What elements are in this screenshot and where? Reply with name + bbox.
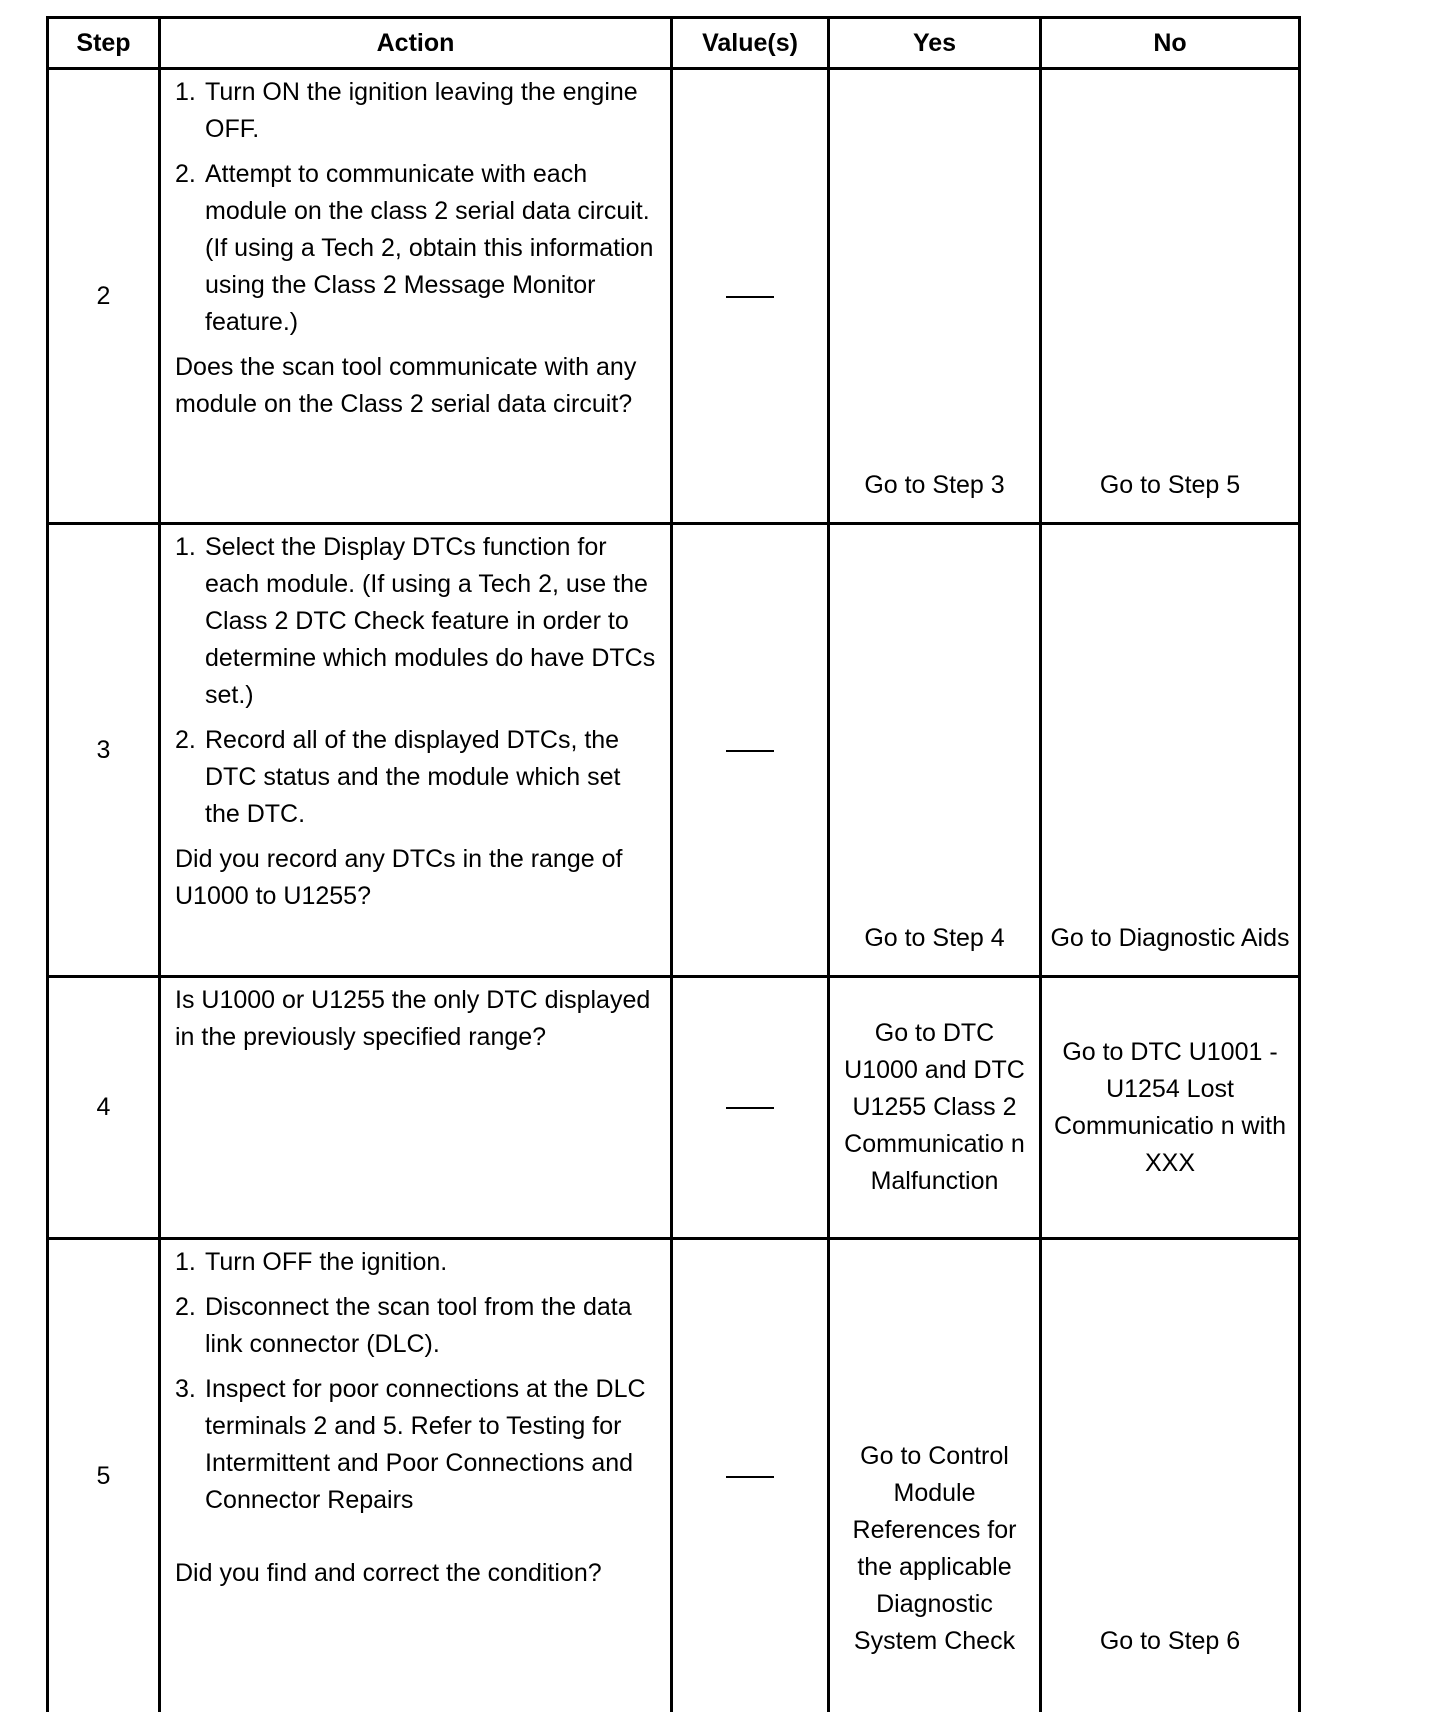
header-action: Action bbox=[160, 18, 672, 69]
action-item bbox=[175, 74, 660, 148]
step-number: 3 bbox=[48, 524, 160, 977]
action-item-text: Select the Display DTCs function for each module. (If using a Tech 2, use the Class 2 DTC Check feature in order to determine which modules do have DTCs set.) bbox=[205, 529, 660, 714]
header-row bbox=[48, 18, 1300, 69]
step-number: 2 bbox=[48, 69, 160, 524]
action-question: Does the scan tool communicate with any module on the Class 2 serial data circuit? bbox=[175, 349, 660, 423]
no-cell: Go to DTC U1001 - U1254 Lost Communicatio n with XXX bbox=[1041, 977, 1300, 1239]
yes-cell: Go to DTC U1000 and DTC U1255 Class 2 Communicatio n Malfunction bbox=[829, 977, 1041, 1239]
action-item bbox=[175, 1244, 660, 1281]
header-step: Step bbox=[48, 18, 160, 69]
action-item bbox=[175, 722, 660, 833]
no-cell: Go to Step 5 bbox=[1041, 69, 1300, 524]
action-cell bbox=[160, 524, 672, 977]
yes-cell: Go to Step 3 bbox=[829, 69, 1041, 524]
action-item-text: Record all of the displayed DTCs, the DTC status and the module which set the DTC. bbox=[205, 722, 660, 833]
header-values: Value(s) bbox=[672, 18, 829, 69]
value-cell bbox=[672, 1239, 829, 1712]
action-question: Is U1000 or U1255 the only DTC displayed in the previously specified range? bbox=[175, 982, 660, 1056]
value-dash bbox=[726, 1476, 774, 1478]
value-cell bbox=[672, 69, 829, 524]
action-item-text: Inspect for poor connections at the DLC terminals 2 and 5. Refer to Testing for Intermittent and Poor Connections and Connector Repairs bbox=[205, 1371, 660, 1519]
action-item bbox=[175, 156, 660, 341]
action-cell bbox=[160, 1239, 672, 1712]
action-item-text: Turn ON the ignition leaving the engine OFF. bbox=[205, 74, 660, 148]
action-item bbox=[175, 1371, 660, 1519]
table-row-step-5 bbox=[48, 1239, 1300, 1712]
action-item-text: Turn OFF the ignition. bbox=[205, 1244, 660, 1281]
diagnostic-table-page bbox=[46, 16, 1298, 1626]
value-dash bbox=[726, 750, 774, 752]
header-yes: Yes bbox=[829, 18, 1041, 69]
action-item-number: 1. bbox=[175, 74, 205, 148]
value-dash bbox=[726, 1107, 774, 1109]
action-item-number: 1. bbox=[175, 1244, 205, 1281]
no-cell: Go to Diagnostic Aids bbox=[1041, 524, 1300, 977]
action-item bbox=[175, 1289, 660, 1363]
action-item-text: Disconnect the scan tool from the data link connector (DLC). bbox=[205, 1289, 660, 1363]
action-item-number: 3. bbox=[175, 1371, 205, 1519]
yes-cell: Go to Control Module References for the applicable Diagnostic System Check bbox=[829, 1239, 1041, 1712]
diagnostic-table bbox=[46, 16, 1301, 1712]
step-number: 5 bbox=[48, 1239, 160, 1712]
action-item-text: Attempt to communicate with each module on the class 2 serial data circuit. (If using a Tech 2, obtain this information using the Class 2 Message Monitor feature.) bbox=[205, 156, 660, 341]
action-item bbox=[175, 529, 660, 714]
value-cell bbox=[672, 977, 829, 1239]
action-cell bbox=[160, 977, 672, 1239]
action-question: Did you find and correct the condition? bbox=[175, 1555, 660, 1592]
table-row-step-3 bbox=[48, 524, 1300, 977]
header-no: No bbox=[1041, 18, 1300, 69]
value-cell bbox=[672, 524, 829, 977]
spacer bbox=[175, 1527, 660, 1555]
action-item-number: 2. bbox=[175, 156, 205, 341]
action-item-number: 2. bbox=[175, 722, 205, 833]
table-row-step-2 bbox=[48, 69, 1300, 524]
yes-cell: Go to Step 4 bbox=[829, 524, 1041, 977]
step-number: 4 bbox=[48, 977, 160, 1239]
value-dash bbox=[726, 296, 774, 298]
table-row-step-4 bbox=[48, 977, 1300, 1239]
action-item-number: 1. bbox=[175, 529, 205, 714]
no-cell: Go to Step 6 bbox=[1041, 1239, 1300, 1712]
action-item-number: 2. bbox=[175, 1289, 205, 1363]
action-cell bbox=[160, 69, 672, 524]
action-question: Did you record any DTCs in the range of U1000 to U1255? bbox=[175, 841, 660, 915]
